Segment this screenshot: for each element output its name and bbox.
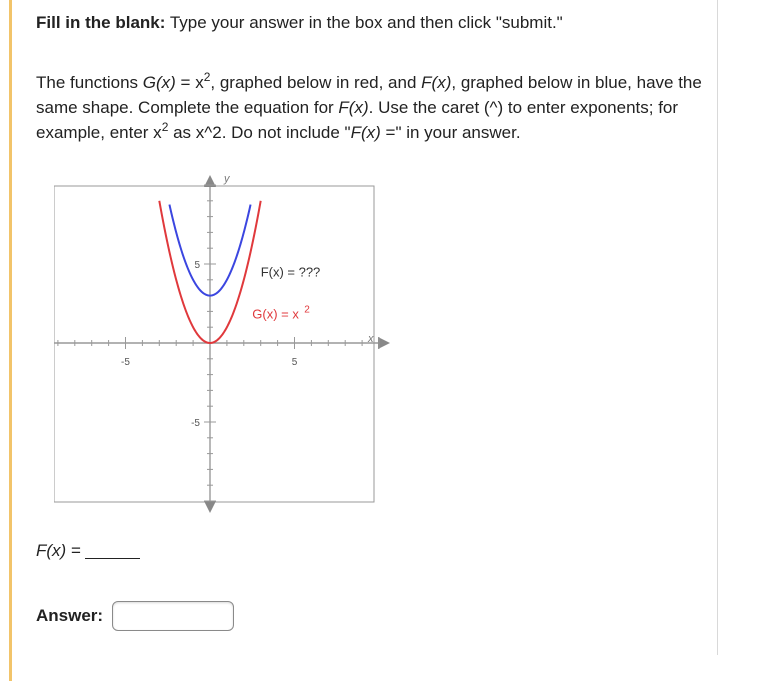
instruction [36,12,563,34]
answer-input[interactable] [112,601,234,631]
x-axis-label: x [368,333,374,345]
question-part: , graphed below in blue, have the same shape. Complete the equation for [36,73,702,117]
x-axis-arrow-right [378,337,390,349]
fx-prompt-eq: = [66,541,81,560]
f-label: F(x) = ??? [260,264,321,280]
function-graph [54,172,399,522]
question-part: =" in your answer. [380,123,521,142]
g-function-name: G(x) [142,73,176,92]
fill-blank-line [85,544,140,559]
instruction-text: Type your answer in the box and then click "submit." [165,13,563,32]
fx-prompt [36,540,140,562]
y-tick-label: -5 [191,418,200,429]
f-function-name: F(x) [421,73,452,92]
g-label: G(x) = x [252,306,299,322]
exponent: 2 [203,70,211,84]
y-tick-label: 5 [194,260,200,271]
question-text [36,70,706,145]
question-part: , graphed below in red, and [210,73,422,92]
answer-label: Answer: [36,606,104,625]
x-tick-label: -5 [121,357,130,368]
y-axis-arrow-down [204,501,216,513]
question-part: . Use the caret (^) to enter exponents; for example, enter x [36,98,679,142]
instruction-label: Fill in the blank: [36,13,166,32]
question-part: = x [175,73,204,92]
exponent: 2 [161,120,169,134]
x-tick-label: 5 [291,357,298,368]
left-accent-bar [9,0,12,681]
question-part: The functions [36,73,143,92]
right-divider [717,0,718,655]
f-function-name: F(x) [350,123,381,142]
answer-row [36,601,234,631]
g-label-exponent: 2 [304,304,310,316]
y-axis-label: y [224,173,230,185]
question-part: as x^2. Do not include " [168,123,351,142]
graph-svg [54,172,399,517]
plot-frame [54,186,374,502]
fx-prompt-name: F(x) [36,541,67,560]
f-function-name: F(x) [338,98,369,117]
